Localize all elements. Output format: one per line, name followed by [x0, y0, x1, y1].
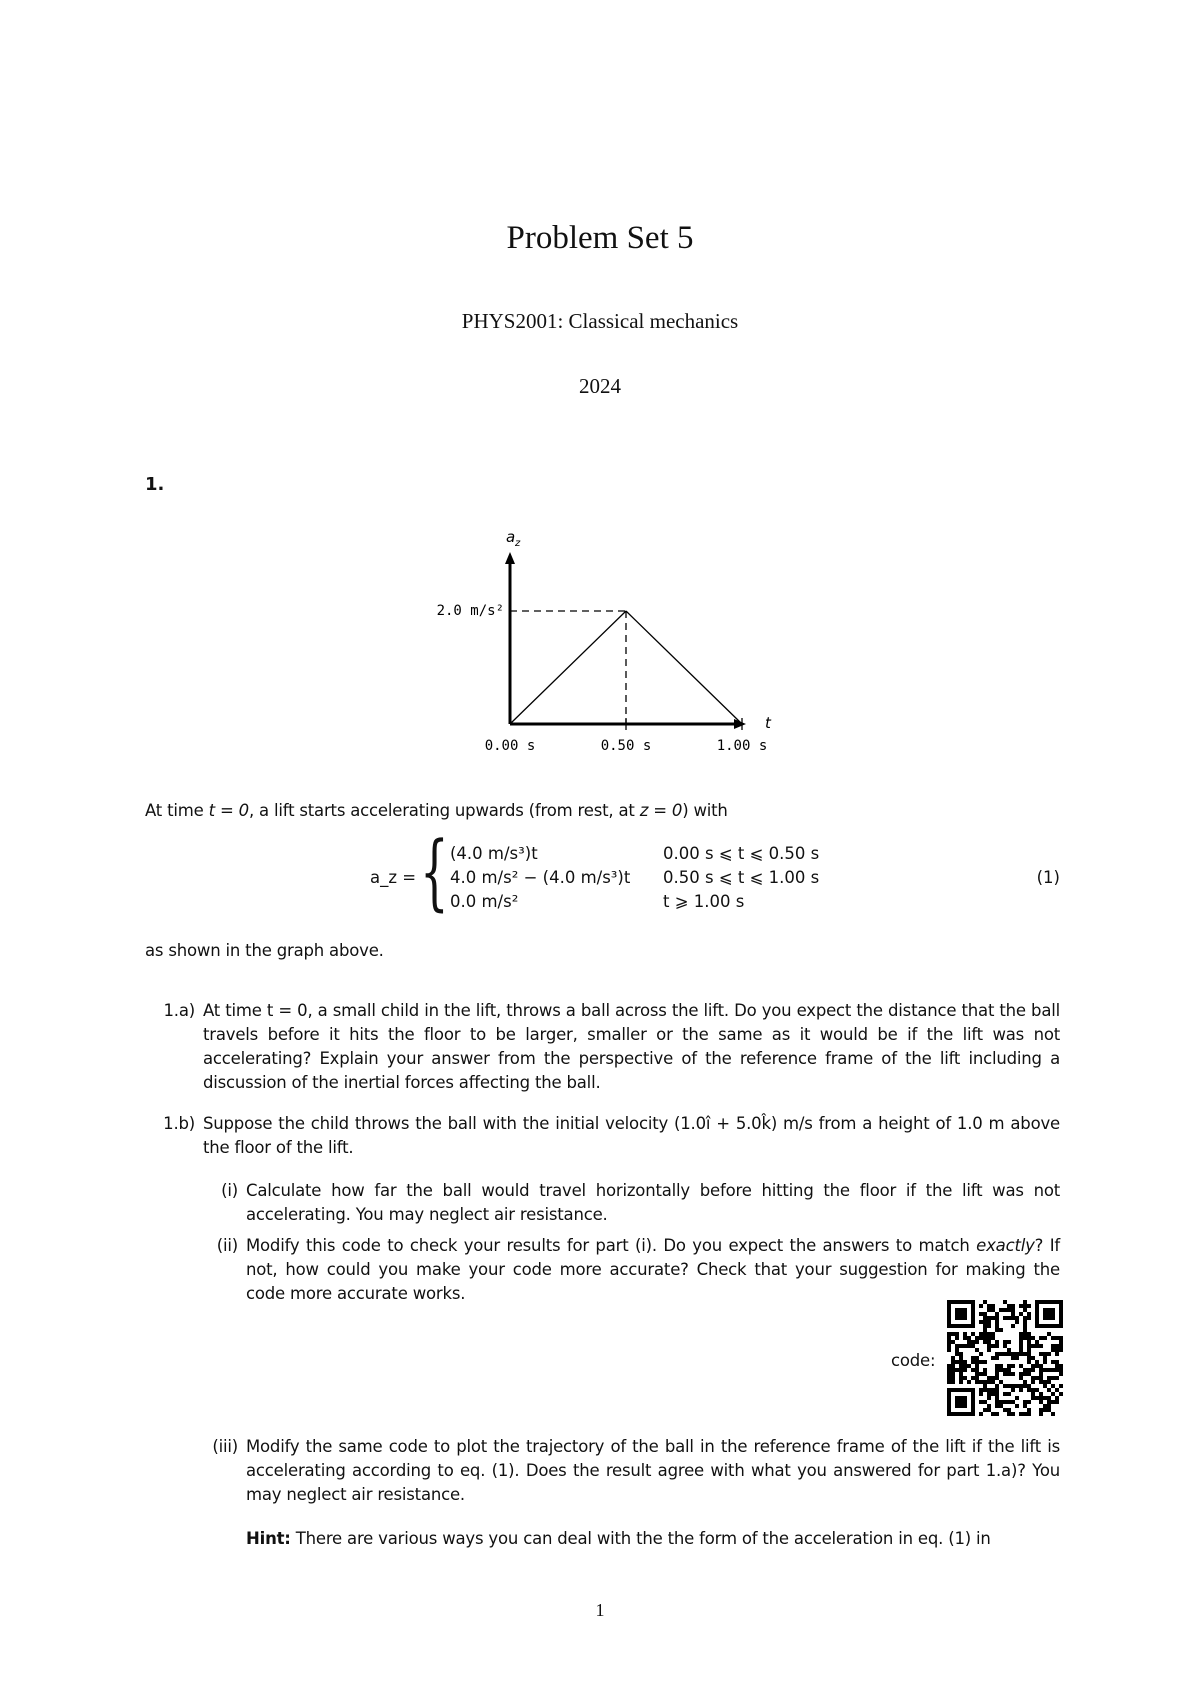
- equation-condition: t ⩾ 1.00 s: [663, 892, 745, 911]
- falling-segment: [626, 611, 742, 724]
- x-tick-label: 0.50 s: [600, 738, 652, 754]
- equation-expression: (4.0 m/s³)t: [450, 844, 538, 863]
- qr-code[interactable]: [947, 1300, 1063, 1420]
- part-1a: [145, 999, 1060, 1095]
- page-number: 1: [595, 1600, 605, 1620]
- subpart-i-text: Calculate how far the ball would travel horizontally before hitting the floor if the lift was not accelerating. You may neglect air resistance.: [246, 1181, 1060, 1224]
- subpart-ii-text-b: ? If not, how could you make your code more accurate? Check that your suggestion for making the code more accurate works.: [246, 1236, 1060, 1303]
- y-axis-label-subscript: z: [515, 538, 521, 549]
- intro-text-3: ) with: [682, 801, 728, 820]
- subpart-ii-text-a: Modify this code to check your results for part (i). Do you expect the answers to match: [246, 1236, 970, 1255]
- y-tick-label: 2.0 m/s²: [436, 603, 504, 619]
- qr-code-label: code:: [891, 1351, 936, 1370]
- part-1b-label: 1.b): [163, 1114, 195, 1133]
- rising-segment: [510, 611, 626, 724]
- part-1b: [145, 1112, 1060, 1160]
- acceleration-graph: [420, 520, 780, 764]
- intro-paragraph: [145, 799, 1060, 823]
- subpart-i: [190, 1179, 1060, 1227]
- subpart-i-label: (i): [221, 1181, 238, 1200]
- subpart-iii-label: (iii): [212, 1437, 238, 1456]
- subpart-ii-text: [246, 1234, 1060, 1306]
- qr-code-svg: [947, 1300, 1063, 1416]
- equation-row: [450, 892, 518, 916]
- hint-text: There are various ways you can deal with the the form of the acceleration in eq. (1) in: [295, 1529, 991, 1548]
- question-number: 1.: [145, 474, 165, 495]
- intro-t-equation: t = 0: [208, 801, 249, 820]
- acceleration-graph-svg: [420, 520, 780, 760]
- subpart-iii-text: Modify the same code to plot the trajectory of the ball in the reference frame of the lift if the lift is accelerating according to eq. (1). Does the result agree with what you answered for part 1.a)? You may neglect air resistance.: [246, 1437, 1060, 1504]
- part-1b-text: Suppose the child throws the ball with the initial velocity (1.0î + 5.0k̂) m/s from a height of 1.0 m above the floor of the lift.: [203, 1114, 1060, 1157]
- subpart-ii: [190, 1234, 1060, 1306]
- equation-lhs: a_z =: [370, 868, 417, 887]
- y-axis-label: a: [506, 528, 516, 546]
- intro-text-1: At time: [145, 801, 204, 820]
- part-1a-label: 1.a): [163, 1001, 195, 1020]
- x-axis-label: t: [765, 714, 771, 732]
- intro-z-equation: z = 0: [639, 801, 683, 820]
- equation-number: (1): [1036, 868, 1060, 887]
- page-title: Problem Set 5: [506, 220, 694, 256]
- subpart-iii: [190, 1435, 1060, 1507]
- year: 2024: [579, 374, 621, 398]
- equation-expression: 4.0 m/s² − (4.0 m/s³)t: [450, 868, 631, 887]
- x-tick-label: 1.00 s: [716, 738, 768, 754]
- hint-paragraph: [246, 1527, 1060, 1551]
- equation-row: [450, 868, 630, 892]
- equation-condition: 0.00 s ⩽ t ⩽ 0.50 s: [663, 844, 820, 863]
- intro-text-2: , a lift starts accelerating upwards (from rest, at: [248, 801, 635, 820]
- x-tick-label: 0.00 s: [484, 738, 536, 754]
- piecewise-equation: [145, 825, 1060, 920]
- equation-brace: {: [420, 825, 449, 920]
- equation-row: [450, 844, 538, 868]
- hint-label: Hint:: [246, 1529, 291, 1548]
- equation-condition: 0.50 s ⩽ t ⩽ 1.00 s: [663, 868, 820, 887]
- after-equation-text: as shown in the graph above.: [145, 941, 384, 960]
- equation-expression: 0.0 m/s²: [450, 892, 519, 911]
- subpart-ii-emphasis: exactly: [976, 1236, 1035, 1255]
- part-1a-text: At time t = 0, a small child in the lift, throws a ball across the lift. Do you expect the distance that the ball travels before it hits the floor to be larger, smaller or the same as it would be if the lift was not accelerating? Explain your answer from the perspective of the reference frame of the lift including a discussion of the inertial forces affecting the ball.: [203, 1001, 1060, 1092]
- course-name: PHYS2001: Classical mechanics: [461, 309, 739, 333]
- x-axis-arrow: [734, 719, 746, 729]
- y-axis-arrow: [505, 552, 515, 564]
- subpart-ii-label: (ii): [216, 1236, 238, 1255]
